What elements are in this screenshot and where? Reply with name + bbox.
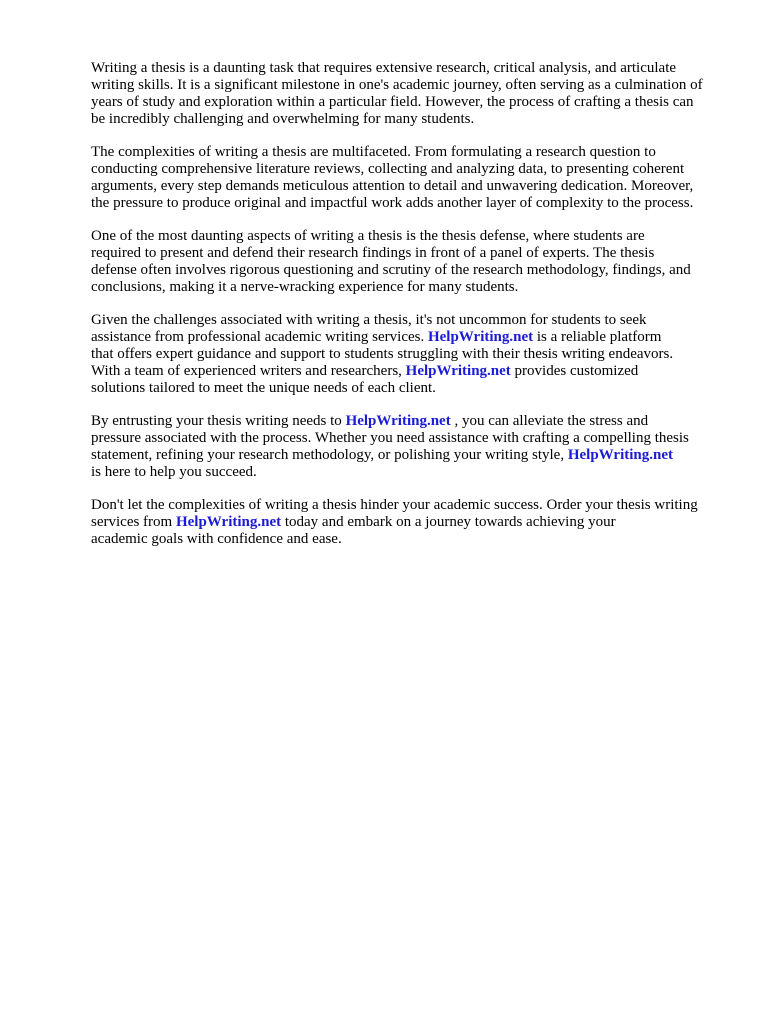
text-segment: is a reliable platform that offers expert guidance and support to students struggling with their thesis writing endeavors. With a team of experienced writers and researchers,: [91, 329, 674, 379]
helpwriting-link[interactable]: HelpWriting.net: [567, 447, 673, 463]
text-segment: is here to help you succeed.: [91, 464, 257, 480]
document-page: [91, 60, 731, 564]
text-segment: Given the challenges associated with writing a thesis, it's not uncommon for students to seek assistance from professional academic writing services.: [91, 312, 647, 345]
helpwriting-link[interactable]: HelpWriting.net: [427, 329, 534, 345]
text-segment: today and embark on a journey towards achieving your academic goals with confidence and ease.: [91, 514, 616, 547]
text-segment: Don't let the complexities of writing a thesis hinder your academic success. Order your thesis writing services from: [91, 497, 698, 530]
helpwriting-link[interactable]: HelpWriting.net: [175, 514, 282, 530]
helpwriting-link[interactable]: HelpWriting.net: [345, 413, 451, 429]
text-segment: , you can alleviate the stress and pressure associated with the process. Whether you need assistance with crafting a compelling thesis statement, refining your research methodology, or polishing your writing style,: [91, 413, 689, 463]
paragraph-assistance: [91, 312, 731, 397]
paragraph-defense: One of the most daunting aspects of writing a thesis is the thesis defense, where students are required to present and defend their research findings in front of a panel of experts. The thesis defense often involves rigorous questioning and scrutiny of the research methodology, findings, and conclusions, making it a nerve-wracking experience for many students.: [91, 228, 691, 295]
paragraph-call-to-action: [91, 497, 731, 548]
paragraph-intro: Writing a thesis is a daunting task that requires extensive research, critical analysis, and articulate writing skills. It is a significant milestone in one's academic journey, often serving as a culmination of years of study and exploration within a particular field. However, the process of crafting a thesis can be incredibly challenging and overwhelming for many students.: [91, 60, 703, 127]
text-segment: provides customized solutions tailored to meet the unique needs of each client.: [91, 363, 639, 396]
paragraph-entrusting: [91, 413, 731, 481]
paragraph-complexities: The complexities of writing a thesis are multifaceted. From formulating a research question to conducting comprehensive literature reviews, collecting and analyzing data, to presenting coherent arguments, every step demands meticulous attention to detail and unwavering dedication. Moreover, the pressure to produce original and impactful work adds another layer of complexity to the process.: [91, 144, 694, 211]
helpwriting-link[interactable]: HelpWriting.net: [405, 363, 511, 379]
text-segment: By entrusting your thesis writing needs to: [91, 413, 346, 429]
